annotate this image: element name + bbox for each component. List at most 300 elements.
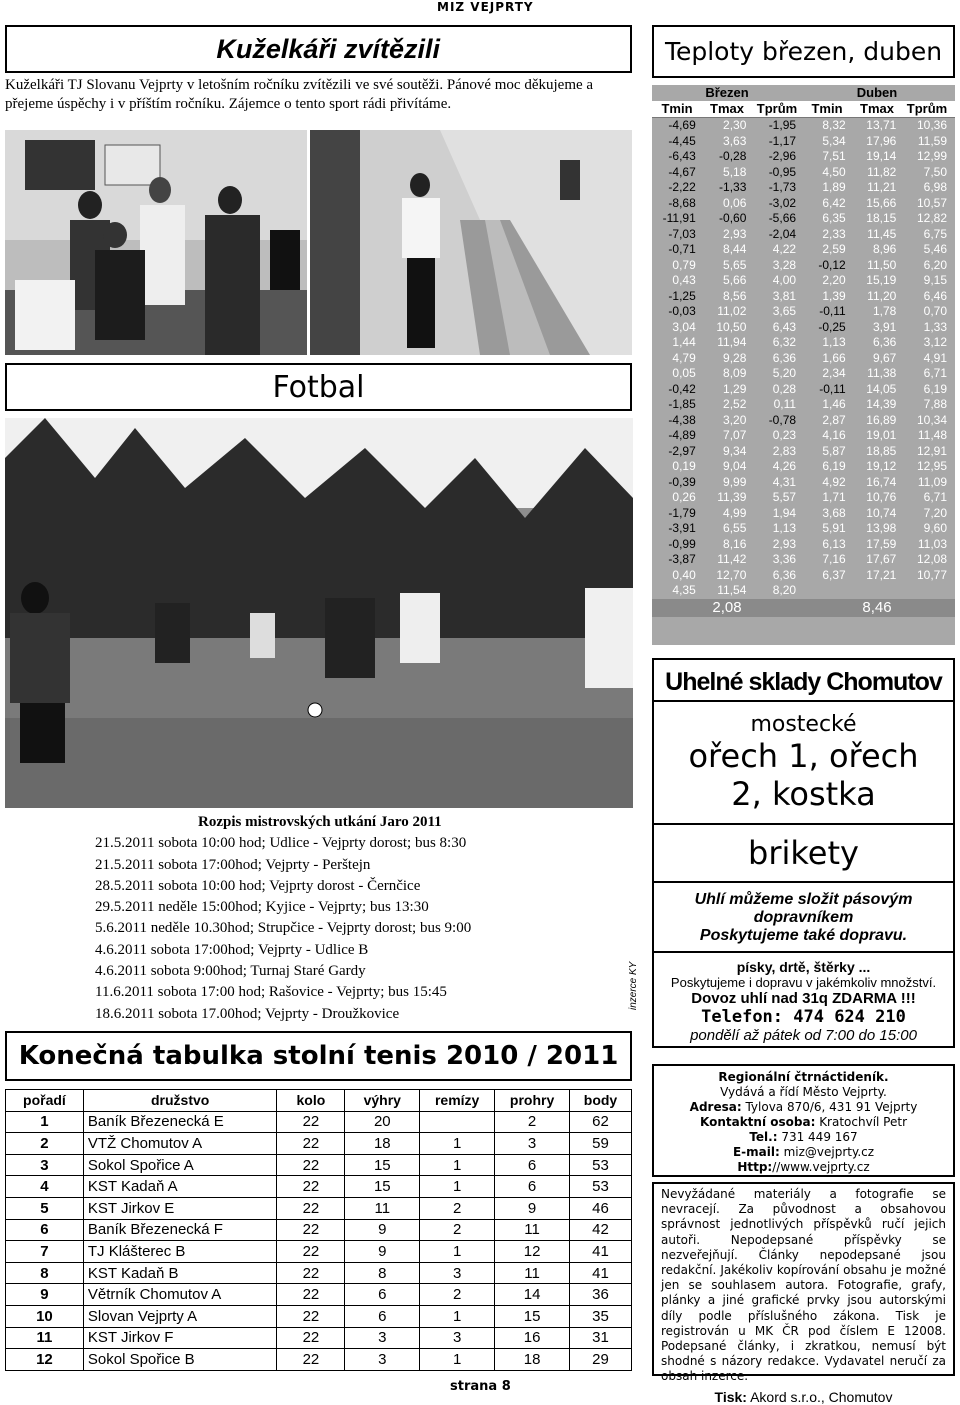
tenis-row [6, 1133, 632, 1155]
temp-row [652, 351, 955, 367]
tenis-cell: 1 [6, 1111, 84, 1133]
schedule-item: 18.6.2011 sobota 17.00hod; Vejprty - Droužkovice [95, 1005, 400, 1022]
tenis-cell: 9 [6, 1284, 84, 1306]
temp-row [652, 289, 955, 305]
tenis-col-header: kolo [277, 1090, 345, 1112]
temp-row [652, 149, 955, 165]
tenis-cell: 42 [570, 1219, 632, 1241]
temp-cell: -4,89 [668, 428, 696, 442]
temp-cell: 0,23 [772, 428, 797, 442]
temp-row [652, 165, 955, 181]
inzerce-side-label: inzerce KY [628, 961, 639, 1010]
temp-cell: 5,66 [723, 273, 747, 287]
tenis-cell: 22 [277, 1327, 345, 1349]
tenis-cell: 2 [420, 1197, 495, 1219]
temp-cell: 19,12 [866, 459, 897, 473]
schedule-item: 5.6.2011 neděle 10.30hod; Strupčice - Vejprty dorost; bus 9:00 [95, 920, 472, 937]
temp-cell: -7,03 [668, 226, 696, 241]
temp-cell: 10,34 [916, 412, 947, 427]
temp-cell: -0,71 [668, 242, 696, 256]
fotbal-title: Fotbal [272, 369, 365, 405]
temp-cell: 3,68 [822, 505, 846, 520]
tenis-col-header: prohry [495, 1090, 570, 1112]
temp-cell: 10,74 [866, 505, 897, 520]
temp-cell: -0,99 [668, 536, 696, 551]
temp-row [652, 227, 955, 243]
temp-cell: -11,91 [662, 211, 696, 225]
header-tag: MIZ VEJPRTY [437, 0, 534, 14]
temp-row [652, 118, 955, 134]
temp-cell: 19,14 [866, 149, 897, 163]
tenis-cell: 59 [570, 1133, 632, 1155]
teploty-table [652, 118, 955, 599]
fotbal-schedule [95, 812, 625, 1025]
group-duben: Duben [856, 85, 898, 100]
imp-tel: Tel.: 731 449 167 [749, 1130, 858, 1144]
temp-cell: 10,76 [866, 490, 897, 504]
temp-cell: 4,99 [723, 505, 747, 520]
tenis-cell: 1 [420, 1241, 495, 1263]
temp-cell: 9,15 [923, 273, 947, 287]
temp-cell: 11,45 [867, 226, 897, 241]
temp-row [652, 304, 955, 320]
temp-cell: 8,56 [723, 288, 747, 303]
temp-cell: 0,70 [923, 304, 947, 318]
temp-cell: 1,33 [923, 319, 947, 334]
tenis-cell: KST Jirkov E [83, 1197, 277, 1219]
tenis-cell: 3 [6, 1154, 84, 1176]
tenis-cell: 20 [345, 1111, 420, 1133]
tenis-cell: 22 [277, 1262, 345, 1284]
temp-cell: 9,99 [723, 474, 747, 489]
temp-cell: 4,26 [772, 459, 797, 473]
tenis-cell: Slovan Vejprty A [83, 1305, 277, 1327]
temp-cell: 0,19 [672, 459, 696, 473]
schedule-title: Rozpis mistrovských utkání Jaro 2011 [198, 814, 442, 830]
tenis-cell: 3 [495, 1133, 570, 1155]
temp-cell: 7,07 [723, 428, 747, 442]
temp-cell: 3,20 [723, 412, 747, 427]
tenis-cell: 9 [495, 1197, 570, 1219]
temp-cell: 12,95 [916, 459, 947, 473]
temp-cell: 3,12 [923, 335, 947, 349]
temp-cell: -6,43 [668, 149, 696, 163]
tenis-cell: KST Kadaň A [83, 1176, 277, 1198]
temp-cell: 6,36 [772, 567, 797, 582]
temp-cell: 6,13 [822, 536, 846, 551]
temp-cell: 1,44 [672, 335, 696, 349]
temp-cell: 9,34 [723, 443, 747, 458]
avg-brezen: 2,08 [712, 598, 742, 616]
tenis-cell: 11 [345, 1197, 420, 1219]
temp-row [652, 273, 955, 289]
temp-col-header: Tprům [906, 101, 948, 116]
tenis-row [6, 1241, 632, 1263]
tenis-cell: 1 [420, 1349, 495, 1371]
temp-cell: 1,13 [772, 521, 797, 535]
tenis-cell: 22 [277, 1305, 345, 1327]
temp-cell: 6,32 [772, 335, 797, 349]
schedule-item: 28.5.2011 sobota 10:00 hod; Vejprty dorost - Černčice [95, 877, 421, 894]
tenis-cell: 1 [420, 1154, 495, 1176]
tenis-cell: 16 [495, 1327, 570, 1349]
temp-cell: 1,29 [723, 381, 747, 396]
temp-row [652, 583, 955, 599]
temp-cell: 5,34 [822, 133, 846, 148]
temp-row [652, 552, 955, 568]
tenis-cell: 29 [570, 1349, 632, 1371]
temp-cell: 9,67 [872, 350, 897, 365]
temp-cell: 10,36 [916, 118, 947, 132]
temp-cell: -4,69 [668, 118, 696, 132]
temp-row [652, 258, 955, 274]
tenis-col-header: body [570, 1090, 632, 1112]
temp-cell: -4,38 [668, 412, 696, 427]
temp-cell [854, 583, 905, 599]
temp-cell: 11,50 [867, 257, 897, 272]
temp-cell: 2,93 [723, 226, 747, 241]
temp-cell: 13,98 [866, 521, 897, 535]
tenis-row [6, 1197, 632, 1219]
temp-col-header: Tmin [811, 101, 843, 116]
temp-cell: 6,75 [923, 226, 947, 241]
temp-cell: 15,19 [866, 273, 897, 287]
tenis-cell: 6 [345, 1305, 420, 1327]
temp-cell: 3,65 [772, 304, 797, 318]
tenis-cell: 14 [495, 1284, 570, 1306]
tenis-row [6, 1262, 632, 1284]
temp-cell: 5,91 [822, 521, 846, 535]
temp-cell: 6,55 [723, 521, 747, 535]
temp-cell: 6,71 [923, 490, 947, 504]
tenis-cell [420, 1111, 495, 1133]
temp-cell: 6,36 [772, 350, 797, 365]
temp-cell: 4,22 [772, 242, 797, 256]
tenis-cell: 1 [420, 1133, 495, 1155]
temp-row [652, 335, 955, 351]
tenis-table-wrap [5, 1089, 632, 1371]
schedule-item: 11.6.2011 sobota 17:00 hod; Rašovice - Vejprty; bus 15:45 [95, 984, 447, 1001]
imp-l1: Regionální čtrnáctideník. [718, 1070, 889, 1084]
temp-cell: 11,20 [867, 288, 897, 303]
temp-cell: 6,98 [923, 180, 947, 194]
page-number: strana 8 [450, 1379, 511, 1394]
temp-cell: -0,28 [719, 149, 747, 163]
tenis-cell: 22 [277, 1349, 345, 1371]
tenis-cell: 15 [345, 1176, 420, 1198]
temp-cell: -0,78 [768, 412, 797, 427]
ad-box [652, 658, 955, 1048]
temp-cell: -4,67 [668, 164, 696, 179]
fotbal-title-box [5, 363, 632, 411]
ad-mostecke: mostecké [750, 712, 857, 737]
ad-brikety: brikety [654, 823, 953, 883]
group-brezen: Březen [705, 85, 749, 100]
tenis-cell: 11 [6, 1327, 84, 1349]
temp-cell: 3,63 [723, 133, 747, 148]
tenis-cell: 22 [277, 1111, 345, 1133]
temp-row [652, 475, 955, 491]
tenis-cell: 22 [277, 1176, 345, 1198]
tenis-cell: Sokol Spořice A [83, 1154, 277, 1176]
temp-cell: 3,28 [772, 257, 797, 272]
temp-row [652, 180, 955, 196]
tenis-cell: KST Jirkov F [83, 1327, 277, 1349]
tenis-cell: 3 [345, 1327, 420, 1349]
tenis-row [6, 1349, 632, 1371]
tenis-cell: 22 [277, 1197, 345, 1219]
imp-http: Http://www.vejprty.cz [737, 1160, 870, 1174]
temp-cell: -2,04 [768, 226, 797, 241]
tenis-cell: 10 [6, 1305, 84, 1327]
temp-cell: 6,19 [923, 381, 947, 396]
temp-cell: -3,87 [668, 552, 696, 566]
tenis-cell: 22 [277, 1241, 345, 1263]
tenis-cell: KST Kadaň B [83, 1262, 277, 1284]
schedule-item: 4.6.2011 sobota 17:00hod; Vejprty - Udlice B [95, 941, 369, 958]
tenis-cell: 35 [570, 1305, 632, 1327]
tenis-cell: 2 [495, 1111, 570, 1133]
temp-cell: 5,18 [723, 164, 747, 179]
tenis-cell: 18 [345, 1133, 420, 1155]
tenis-cell: 22 [277, 1219, 345, 1241]
tenis-col-header: pořadí [6, 1090, 84, 1112]
temp-cell: 0,43 [672, 273, 696, 287]
teploty-title: Teploty březen, duben [664, 37, 943, 66]
tenis-cell: 1 [420, 1176, 495, 1198]
temp-cell: 11,82 [867, 164, 897, 179]
tenis-cell: 5 [6, 1197, 84, 1219]
tenis-cell: 41 [570, 1262, 632, 1284]
temp-row [652, 413, 955, 429]
temp-cell: 4,91 [923, 350, 947, 365]
ad-line4: Poskytujeme i dopravu v jakémkoliv množství. [670, 975, 937, 990]
temp-cell: 7,88 [923, 397, 947, 411]
temp-cell: 11,59 [917, 133, 947, 148]
temp-cell: 4,35 [672, 583, 696, 597]
temp-cell: 6,20 [923, 257, 947, 272]
tenis-row [6, 1284, 632, 1306]
tenis-row [6, 1154, 632, 1176]
ad-phone: Telefon: 474 624 210 [701, 1007, 906, 1027]
temp-cell: 2,87 [822, 412, 846, 427]
notes-text: Nevyžádané materiály a fotografie se nevracejí. Za původnost a obsahovou správnost jednotlivých příspěvků ručí jejich autoři. Nepodepsané příspěvky se nezveřejňují. Články nepodepsané jsou redakční. Jakékoliv kopírování obsahu je možné jen se souhlasem autora. Fotografie, grafy, plánky a jiné grafické prvky jsou autorskými díly podle příslušného zákona. Tisk je registrován u MK ČR pod číslem E 12008. Podepsané články, i zkratkou, nemusí být shodné s názory redakce. Vydavatel neručí za obsah inzerce. [661, 1187, 946, 1384]
temp-cell: 4,92 [822, 474, 846, 489]
temp-cell: 2,30 [723, 118, 747, 132]
temp-cell: 6,42 [822, 195, 846, 210]
temp-cell: 6,46 [923, 288, 947, 303]
tenis-cell: 22 [277, 1284, 345, 1306]
temp-cell: -2,97 [668, 443, 696, 458]
tenis-cell: 3 [345, 1349, 420, 1371]
imp-kontakt: Kontaktní osoba: Kratochvíl Petr [699, 1115, 908, 1129]
temp-row [652, 506, 955, 522]
temp-cell: 4,16 [822, 428, 846, 442]
temp-cell: -1,25 [668, 288, 696, 303]
ad-title: Uhelné sklady Chomutov [654, 660, 953, 702]
temp-cell: 0,05 [672, 366, 696, 380]
ad-line3: písky, drtě, štěrky ... [736, 959, 871, 975]
ad-line5: Dovoz uhlí nad 31q ZDARMA !!! [691, 990, 916, 1007]
imp-email: E-mail: miz@vejprty.cz [732, 1145, 875, 1159]
temp-cell: 7,51 [822, 149, 846, 163]
temp-cell: 12,70 [716, 567, 747, 582]
temp-row [652, 490, 955, 506]
temp-cell: 2,59 [822, 242, 846, 256]
temp-cell: 8,20 [772, 583, 797, 597]
temp-row [652, 320, 955, 336]
tenis-cell: 6 [6, 1219, 84, 1241]
temp-col-header: Tprům [756, 101, 798, 116]
teploty-title-box [652, 25, 955, 78]
temp-cell: 5,65 [723, 257, 747, 272]
temp-row [652, 382, 955, 398]
tenis-row [6, 1176, 632, 1198]
temp-cell: 0,06 [723, 195, 747, 210]
temp-cell: 0,26 [672, 490, 696, 504]
temp-cell: 6,43 [772, 319, 797, 334]
temp-cell: -3,91 [668, 521, 696, 535]
tenis-cell: 18 [495, 1349, 570, 1371]
tenis-cell: 46 [570, 1197, 632, 1219]
tenis-cell: 6 [495, 1176, 570, 1198]
tenis-cell: Baník Březenecká E [83, 1111, 277, 1133]
temp-cell: -4,45 [668, 133, 696, 148]
temp-cell: 5,46 [923, 242, 947, 256]
temp-row [652, 537, 955, 553]
tenis-col-header: výhry [345, 1090, 420, 1112]
tenis-cell: 9 [345, 1219, 420, 1241]
temp-row [652, 196, 955, 212]
temp-row [652, 134, 955, 150]
tenis-cell: 6 [495, 1154, 570, 1176]
temp-cell: 5,20 [772, 366, 797, 380]
tenis-cell: 62 [570, 1111, 632, 1133]
temp-cell: 6,36 [872, 335, 897, 349]
notes-tisk: Tisk: Akord s.r.o., Chomutov [714, 1388, 893, 1405]
temp-cell [904, 583, 955, 599]
temp-cell: 3,81 [772, 288, 797, 303]
temp-cell: 14,05 [866, 381, 897, 396]
tenis-cell: 15 [345, 1154, 420, 1176]
temp-cell: 8,09 [723, 366, 747, 380]
tenis-cell: 22 [277, 1154, 345, 1176]
tenis-cell: 8 [6, 1262, 84, 1284]
schedule-item: 21.5.2011 sobota 17:00hod; Vejprty - Perštejn [95, 856, 371, 873]
ad-line1: Uhlí můžeme složit pásovým dopravníkem [694, 891, 913, 926]
tenis-cell: 31 [570, 1327, 632, 1349]
tenis-cell: 6 [345, 1284, 420, 1306]
temp-cell: 6,37 [822, 567, 846, 582]
tenis-table [5, 1089, 632, 1371]
temp-cell: -5,66 [768, 211, 797, 225]
tenis-row [6, 1219, 632, 1241]
temp-cell: 11,48 [917, 428, 947, 442]
temp-cell: -1,79 [668, 505, 696, 520]
temp-cell: -1,95 [768, 118, 797, 132]
temp-cell: -1,33 [719, 180, 747, 194]
imp-l2: Vydává a řídí Město Vejprty. [720, 1085, 887, 1099]
temp-cell: -2,96 [768, 149, 797, 163]
tenis-cell: 12 [495, 1241, 570, 1263]
temp-row [652, 211, 955, 227]
temp-cell: 3,91 [872, 319, 897, 334]
tenis-cell: 8 [345, 1262, 420, 1284]
temp-cell: 18,15 [866, 211, 897, 225]
temp-cell: 4,79 [672, 350, 696, 365]
tenis-cell: VTŽ Chomutov A [83, 1133, 277, 1155]
temp-cell: 17,96 [866, 133, 897, 148]
tenis-cell: 12 [6, 1349, 84, 1371]
impressum-box [652, 1064, 955, 1177]
temp-row [652, 521, 955, 537]
temp-cell: 0,11 [773, 397, 797, 411]
temp-cell: 0,40 [672, 567, 696, 582]
temp-cell: 11,94 [717, 335, 747, 349]
temp-cell: 18,85 [866, 443, 897, 458]
temp-cell: 1,39 [822, 288, 846, 303]
temp-cell [804, 583, 854, 599]
temp-cell: 12,82 [916, 211, 947, 225]
schedule-item: 4.6.2011 sobota 9:00hod; Turnaj Staré Gardy [95, 963, 366, 980]
temp-row [652, 428, 955, 444]
temp-cell: -8,68 [668, 195, 696, 210]
temp-cell: -0,42 [668, 381, 696, 396]
temp-cell: 16,89 [866, 412, 897, 427]
kuzelkari-text: Kuželkáři TJ Slovanu Vejprty v letošním ročníku zvítězili ve své soutěži. Pánové moc děkujeme a přejeme úspěchy i v příštím ročníku. Zájemce o tento sport rádi přivítáme. [5, 77, 594, 112]
temp-cell: -1,17 [768, 133, 797, 148]
temp-cell: 19,01 [866, 428, 897, 442]
temp-cell: 13,71 [866, 118, 897, 132]
temp-cell: 0,79 [672, 257, 696, 272]
kuzelkari-title: Kuželkáři zvítězili [216, 33, 440, 64]
ad-orech: ořech 1, ořech 2, kostka [688, 737, 919, 813]
tenis-cell: 3 [420, 1262, 495, 1284]
kuzelkari-photo-alley [310, 130, 632, 355]
temp-cell: -0,11 [819, 381, 846, 396]
temp-cell: 6,71 [923, 366, 947, 380]
temp-cell: 1,46 [822, 397, 846, 411]
temp-cell: 7,50 [923, 164, 947, 179]
temp-cell: -1,85 [668, 397, 696, 411]
temp-col-header: Tmax [860, 101, 894, 116]
temp-cell: 3,36 [772, 552, 797, 566]
tenis-cell: Sokol Spořice B [83, 1349, 277, 1371]
tenis-cell: 15 [495, 1305, 570, 1327]
temp-cell: 17,59 [866, 536, 897, 551]
temp-row [652, 366, 955, 382]
avg-duben: 8,46 [862, 598, 892, 616]
temp-cell: 2,52 [723, 397, 747, 411]
temp-cell: 1,94 [772, 505, 797, 520]
tenis-row [6, 1305, 632, 1327]
temp-cell: 12,99 [916, 149, 947, 163]
temp-cell: 6,19 [822, 459, 846, 473]
temp-row [652, 397, 955, 413]
temp-cell: 11,39 [717, 490, 747, 504]
tenis-cell: Větrník Chomutov A [83, 1284, 277, 1306]
temp-row [652, 459, 955, 475]
temp-cell: 9,04 [723, 459, 747, 473]
temp-cell: 8,96 [872, 242, 897, 256]
tenis-cell: 9 [345, 1241, 420, 1263]
temp-cell: 14,39 [866, 397, 897, 411]
temp-cell: 10,77 [916, 567, 947, 582]
tenis-title: Konečná tabulka stolní tenis 2010 / 2011 [18, 1041, 619, 1071]
temp-cell: 2,20 [822, 273, 846, 287]
temp-cell: 17,67 [866, 552, 897, 566]
tenis-cell: 2 [420, 1284, 495, 1306]
